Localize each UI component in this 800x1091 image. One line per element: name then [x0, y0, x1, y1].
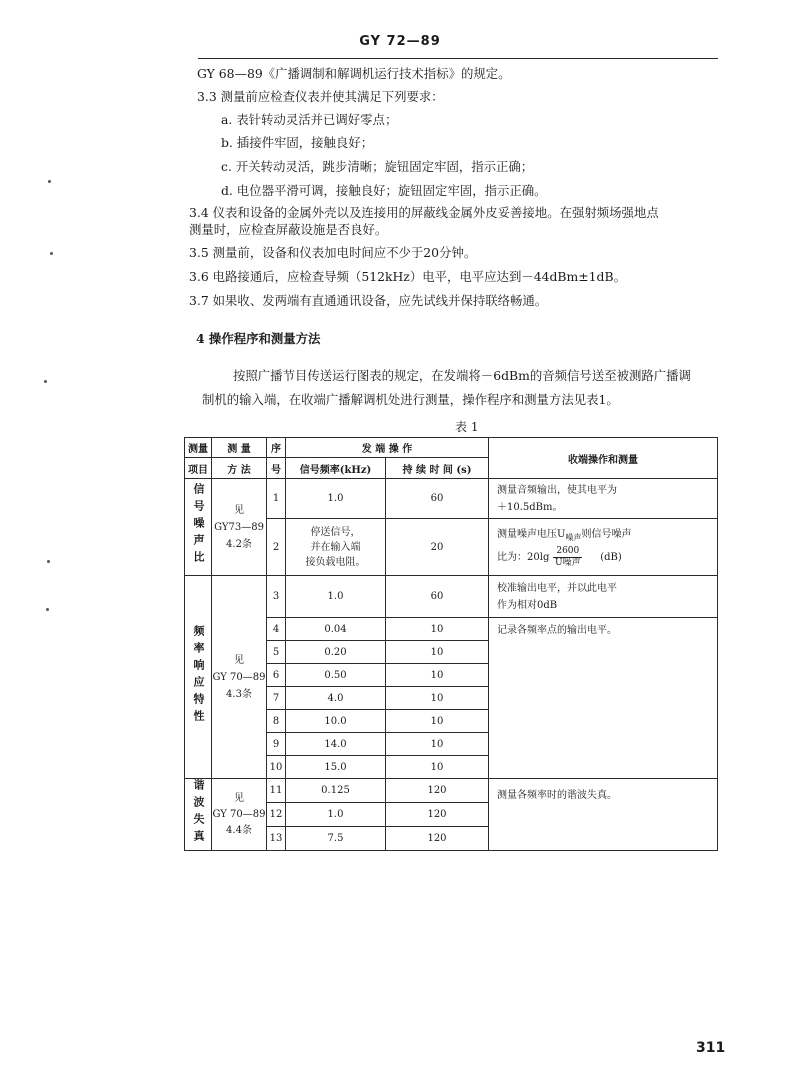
table-1	[184, 437, 718, 851]
dur-11: 120	[386, 779, 489, 803]
recv-11: 测量各频率时的谐波失真。	[489, 779, 718, 851]
header-method-a: 测 量	[212, 438, 267, 458]
freq-8: 10.0	[286, 710, 386, 733]
section-4-title: 4 操作程序和测量方法	[196, 331, 321, 346]
clause-3-3: 3.3 测量前应检查仪表并使其满足下列要求：	[197, 89, 444, 104]
recv-3: 校准输出电平，并以此电平 作为相对0dB	[489, 576, 718, 618]
freq-3: 1.0	[286, 576, 386, 618]
recv-1: 测量音频输出，使其电平为 ＋10.5dBm。	[489, 479, 718, 519]
dur-2: 20	[386, 519, 489, 576]
recv-2	[489, 519, 718, 576]
seq-11: 11	[267, 779, 286, 803]
seq-3: 3	[267, 576, 286, 618]
recv-2-c: 比为：20lg	[497, 551, 550, 563]
seq-2: 2	[267, 519, 286, 576]
dur-6: 10	[386, 664, 489, 687]
dur-3: 60	[386, 576, 489, 618]
header-method-b: 方 法	[212, 458, 267, 479]
header-rule	[198, 58, 718, 59]
header-item-b: 项目	[185, 458, 212, 479]
page-number: 311	[696, 1040, 726, 1056]
running-header: GY 72—89	[359, 34, 441, 49]
group-snr-item-text: 信号噪声比	[192, 483, 205, 568]
header-item-a: 测量	[185, 438, 212, 458]
freq-2: 停送信号， 并在输入端 接负载电阻。	[286, 519, 386, 576]
freq-1: 1.0	[286, 479, 386, 519]
scan-speck	[48, 180, 51, 183]
scan-speck	[44, 380, 47, 383]
freq-12: 1.0	[286, 803, 386, 827]
group-freq-method: 见 GY 70—89 4.3条	[212, 576, 267, 779]
item-a: a. 表针转动灵活并已调好零点；	[221, 112, 398, 127]
header-recv: 收端操作和测量	[489, 438, 718, 479]
header-seq-a: 序	[267, 438, 286, 458]
freq-11: 0.125	[286, 779, 386, 803]
dur-12: 120	[386, 803, 489, 827]
freq-13: 7.5	[286, 827, 386, 851]
dur-13: 120	[386, 827, 489, 851]
seq-5: 5	[267, 641, 286, 664]
seq-13: 13	[267, 827, 286, 851]
clause-3-7: 3.7 如果收、发两端有直通通讯设备，应先试线并保持联络畅通。	[189, 293, 548, 308]
header-send: 发 端 操 作	[286, 438, 489, 458]
freq-9: 14.0	[286, 733, 386, 756]
recv-2-sub: 噪声	[565, 532, 582, 542]
seq-8: 8	[267, 710, 286, 733]
freq-4: 0.04	[286, 618, 386, 641]
item-b: b. 插接件牢固，接触良好；	[221, 135, 374, 150]
clause-3-4: 3.4 仪表和设备的金属外壳以及连接用的屏蔽线金属外皮妥善接地。在强射频场强地点	[189, 205, 659, 220]
group-thd-item	[185, 779, 212, 851]
group-snr-method: 见 GY73—89 4.2条	[212, 479, 267, 576]
clause-3-4-cont: 测量时，应检查屏蔽设施是否良好。	[189, 222, 388, 237]
freq-5: 0.20	[286, 641, 386, 664]
item-c: c. 开关转动灵活，跳步清晰；旋钮固定牢固，指示正确；	[221, 159, 534, 174]
dur-4: 10	[386, 618, 489, 641]
scan-speck	[50, 252, 53, 255]
recv-2-fraction	[553, 546, 582, 569]
seq-4: 4	[267, 618, 286, 641]
dur-5: 10	[386, 641, 489, 664]
group-snr-item	[185, 479, 212, 576]
header-duration: 持 续 时 间 (s)	[386, 458, 489, 479]
freq-10: 15.0	[286, 756, 386, 779]
group-thd-method: 见 GY 70—89 4.4条	[212, 779, 267, 851]
para-line-1: 按照广播节目传送运行图表的规定，在发端将－6dBm的音频信号送至被测路广播调	[233, 368, 691, 383]
clause-3-6: 3.6 电路接通后，应检查导频（512kHz）电平，电平应达到－44dBm±1dB。	[189, 269, 626, 284]
header-seq-b: 号	[267, 458, 286, 479]
seq-7: 7	[267, 687, 286, 710]
dur-7: 10	[386, 687, 489, 710]
recv-2-b: 则信号噪声	[581, 528, 632, 540]
seq-10: 10	[267, 756, 286, 779]
dur-10: 10	[386, 756, 489, 779]
recv-4: 记录各频率点的输出电平。	[489, 618, 718, 779]
seq-1: 1	[267, 479, 286, 519]
table-caption: 表 1	[455, 420, 479, 434]
item-d: d. 电位器平滑可调，接触良好；旋钮固定牢固，指示正确。	[221, 183, 547, 198]
recv-2-a: 测量噪声电压U	[497, 528, 566, 540]
group-thd-item-text: 谐波失真	[192, 779, 205, 847]
header-freq: 信号频率(kHz)	[286, 458, 386, 479]
body-line-1: GY 68—89《广播调制和解调机运行技术指标》的规定。	[197, 66, 511, 81]
group-freq-item	[185, 576, 212, 779]
recv-2-num: 2600	[553, 546, 582, 558]
seq-9: 9	[267, 733, 286, 756]
dur-9: 10	[386, 733, 489, 756]
dur-8: 10	[386, 710, 489, 733]
seq-12: 12	[267, 803, 286, 827]
scan-speck	[47, 560, 50, 563]
clause-3-5: 3.5 测量前，设备和仪表加电时间应不少于20分钟。	[189, 245, 477, 260]
scan-speck	[46, 608, 49, 611]
group-freq-item-text: 频率响应特性	[192, 624, 205, 727]
recv-2-den: U噪声	[555, 557, 581, 568]
dur-1: 60	[386, 479, 489, 519]
para-line-2: 制机的输入端，在收端广播解调机处进行测量，操作程序和测量方法见表1。	[202, 392, 619, 407]
seq-6: 6	[267, 664, 286, 687]
freq-7: 4.0	[286, 687, 386, 710]
freq-6: 0.50	[286, 664, 386, 687]
recv-2-unit: (dB)	[600, 551, 622, 563]
